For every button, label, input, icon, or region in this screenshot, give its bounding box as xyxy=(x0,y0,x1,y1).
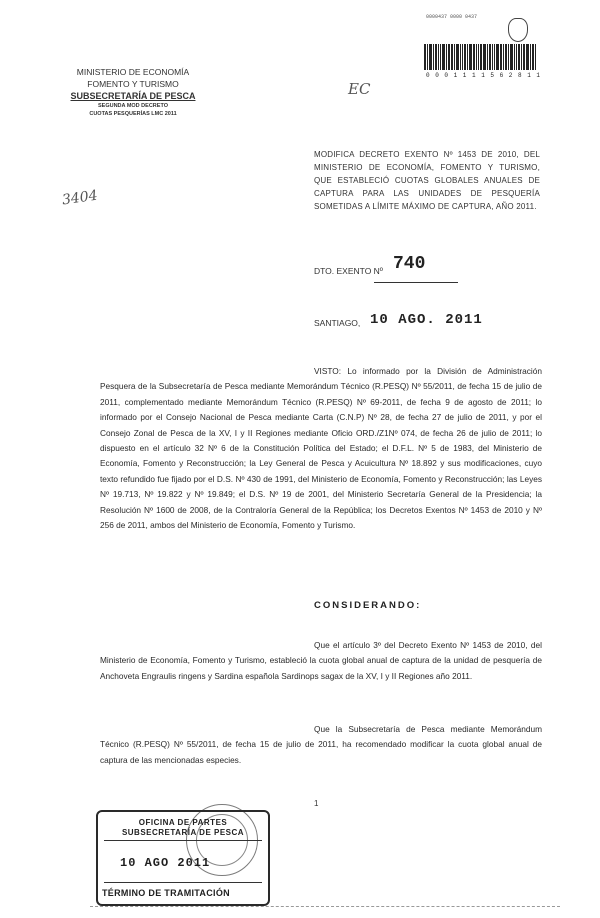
stamp-divider xyxy=(104,840,262,841)
stamp-divider-2 xyxy=(104,882,262,883)
decree-number: 740 xyxy=(393,254,426,274)
stamp-office-label: OFICINA DE PARTES xyxy=(138,818,228,827)
visto-paragraph: VISTO: Lo informado por la División de Administración Pesquera de la Subsecretaría de Pesca mediante Memorándum Técnico (R.PESQ) Nº 55/2011, de fecha 15 de julio de 2011, complementado mediante Memorándum Técnico (R.PESQ) Nº 69-2011, de fecha 9 de agosto de 2011; lo informado por el Consejo Nacional de Pesca mediante Carta (C.N.P) Nº 28, de fecha 27 de julio de 2011, y por el Consejo Zonal de Pesca de la XV, I y II Regiones mediante Oficio ORD./Z1Nº 074, de fecha 26 de julio de 2011; lo dispuesto en el artículo 32 Nº 6 de la Constitución Política del Estado; el D.F.L. Nº 5 de 1983, del Ministerio de Economía, Fomento y Reconstrucción; la Ley General de Pesca y Acuicultura Nº 18.892 y sus modificaciones, cuyo texto refundido fue fijado por el D.S. Nº 430 de 1991, del Ministerio de Economía, Fomento y Reconstrucción; las Leyes Nº 19.713, Nº 19.822 y Nº 19.849; el D.S. Nº 19 de 2001, del Ministerio Secretaría General de la Presidencia; la Resolución Nº 1600 de 2008, de la Contraloría General de la República; los Decretos Exentos Nº 1453 de 2010 y Nº 256 de 2011, ambos del Ministerio de Economía, Fomento y Turismo. xyxy=(100,366,542,531)
ministry-line-2: FOMENTO Y TURISMO xyxy=(87,79,179,89)
ministry-line-1: MINISTERIO DE ECONOMÍA xyxy=(76,67,190,77)
barcode-top-code: 0000437 0000 0437 xyxy=(426,14,478,20)
decree-summary: MODIFICA DECRETO EXENTO Nº 1453 DE 2010, DEL MINISTERIO DE ECONOMÍA, FOMENTO Y TURISMO, QUE ESTABLECIÓ CUOTAS GLOBALES ANUALES DE CAPTURA PARA LAS UNIDADES DE PESQUERÍA SOMETIDAS A LÍMITE MÁXIMO DE CAPTURA, AÑO 2011. xyxy=(314,150,540,211)
page-number: 1 xyxy=(314,799,319,808)
handwritten-initials: EC xyxy=(348,80,371,98)
reference-line-2: CUOTAS PESQUERÍAS LMC 2011 xyxy=(89,111,177,117)
barcode-bars xyxy=(424,44,566,70)
office-stamp xyxy=(96,810,270,906)
barcode-label xyxy=(420,14,570,84)
stamp-subsecretaria-label: SUBSECRETARÍA DE PESCA xyxy=(121,828,245,837)
barcode-number: 0 0 0 1 1 1 1 5 6 2 8 1 1 xyxy=(426,72,542,79)
ministry-header xyxy=(58,66,208,118)
considerando-paragraph-1: Que el artículo 3º del Decreto Exento Nº 1453 de 2010, del Ministerio de Economía, Fomento y Turismo, estableció la cuota global anual de captura de la unidad de pesquería de Anchoveta Engraulis ringens y Sardina española Sardinops sagax de la XV, I y II Regiones año 2011. xyxy=(100,640,542,681)
decree-label: DTO. EXENTO Nº xyxy=(314,266,383,276)
handwritten-number: 3404 xyxy=(61,187,99,209)
considerando-paragraph-2: Que la Subsecretaría de Pesca mediante Memorándum Técnico (R.PESQ) Nº 55/2011, de fecha 15 de julio de 2011, ha recomendado modificar la cuota global anual de captura de las mencionadas especies. xyxy=(100,724,542,765)
decree-number-underline xyxy=(374,282,458,283)
considerando-heading: CONSIDERANDO: xyxy=(314,600,422,611)
stamp-status-label: TÉRMINO DE TRAMITACIÓN xyxy=(102,888,230,898)
reference-line-1: SEGUNDA MOD DECRETO xyxy=(98,103,168,109)
subsecretaria-title: SUBSECRETARÍA DE PESCA xyxy=(70,91,196,101)
stamp-date: 10 AGO 2011 xyxy=(120,856,211,870)
footer-rule xyxy=(90,906,560,907)
date-stamp: 10 AGO. 2011 xyxy=(370,312,483,328)
crest-icon xyxy=(508,18,528,42)
date-place: SANTIAGO, xyxy=(314,318,361,328)
